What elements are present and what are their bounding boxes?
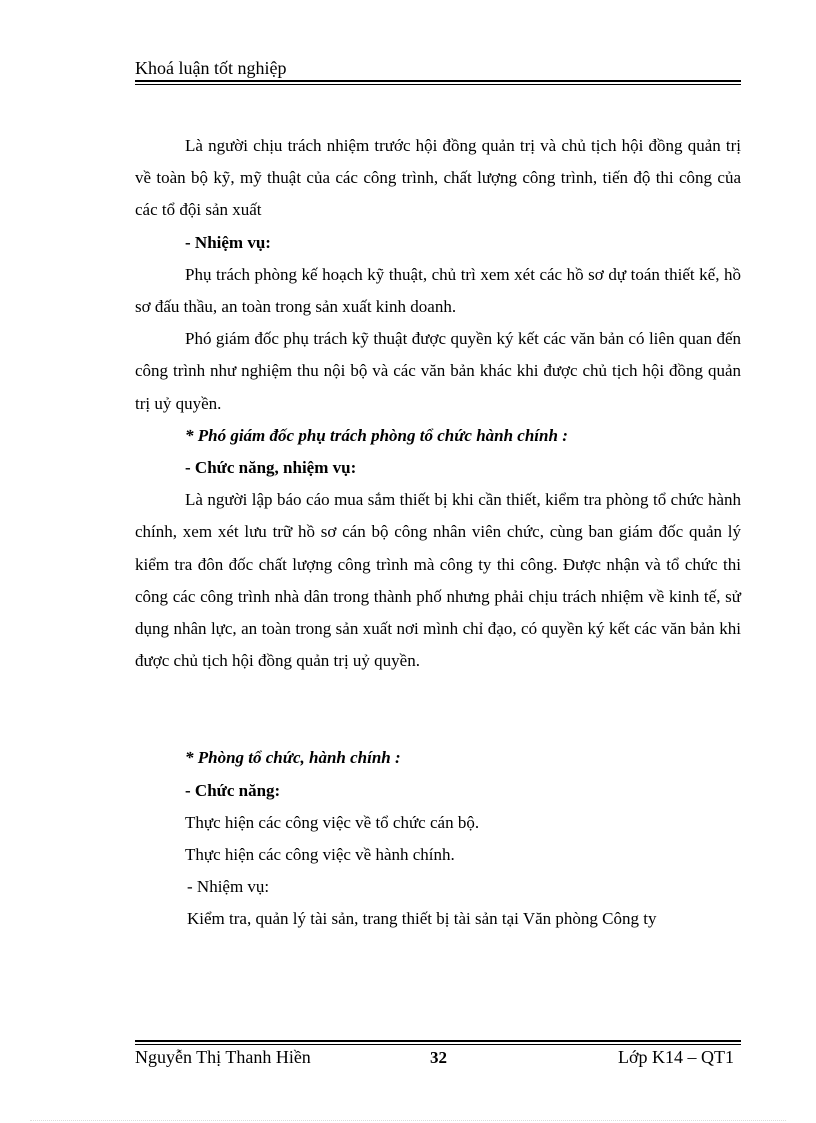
heading-function: - Chức năng: xyxy=(185,780,281,800)
paragraph-deputy-technical: Phó giám đốc phụ trách kỹ thuật được quyền ký kết các văn bản có liên quan đến công trình như nghiệm thu nội bộ và các văn bản khác khi được chủ tịch hội đồng quản trị uỷ quyền. xyxy=(135,329,741,413)
footer-class: Lớp K14 – QT1 xyxy=(617,1047,734,1067)
header-rule-thick xyxy=(135,80,741,82)
page-number: 32 xyxy=(430,1048,447,1067)
list-line-asset-management: Kiểm tra, quản lý tài sản, trang thiết bị tài sản tại Văn phòng Công ty xyxy=(187,909,657,929)
footer-rule-thick xyxy=(135,1040,741,1042)
running-header-title: Khoá luận tốt nghiệp xyxy=(135,58,287,78)
section-gap xyxy=(135,677,741,742)
paragraph-deputy-admin-duties: Là người lập báo cáo mua sắm thiết bị khi cần thiết, kiểm tra phòng tổ chức hành chính, xem xét lưu trữ hồ sơ cán bộ công nhân viên chức, cùng ban giám đốc quản lý kiểm tra đôn đốc chất lượng công trình mà công ty thi công. Được nhận và tổ chức thi công các công trình nhà dân trong thành phố nhưng phải chịu trách nhiệm về kinh tế, sử dụng nhân lực, an toàn trong sản xuất nơi mình chỉ đạo, có quyền ký kết các văn bản khi được chủ tịch hội đồng quản trị uỷ quyền. xyxy=(135,490,741,671)
header-rule-thin xyxy=(135,84,741,85)
list-line-administration: Thực hiện các công việc về hành chính. xyxy=(185,845,455,865)
subheading-duties: - Nhiệm vụ: xyxy=(187,877,270,897)
footer-author: Nguyễn Thị Thanh Hiền xyxy=(135,1047,311,1067)
heading-admin-department: * Phòng tổ chức, hành chính : xyxy=(185,748,401,768)
heading-duties: - Nhiệm vụ: xyxy=(185,232,271,252)
footer-rule-thin xyxy=(135,1044,741,1045)
list-line-personnel: Thực hiện các công việc về tổ chức cán bộ. xyxy=(185,812,480,832)
heading-function-duties: - Chức năng, nhiệm vụ: xyxy=(185,458,357,478)
paragraph-director-responsibility: Là người chịu trách nhiệm trước hội đồng quản trị và chủ tịch hội đồng quản trị về toàn bộ kỹ, mỹ thuật của các công trình, chất lượng công trình, tiến độ thi công của các tổ đội sản xuất xyxy=(135,136,741,220)
heading-deputy-admin: * Phó giám đốc phụ trách phòng tổ chức hành chính : xyxy=(185,425,568,445)
paragraph-duties: Phụ trách phòng kế hoạch kỹ thuật, chủ trì xem xét các hồ sơ dự toán thiết kế, hồ sơ đấu thầu, an toàn trong sản xuất kinh doanh. xyxy=(135,264,741,317)
page-edge xyxy=(30,1120,786,1121)
document-body xyxy=(135,130,741,936)
